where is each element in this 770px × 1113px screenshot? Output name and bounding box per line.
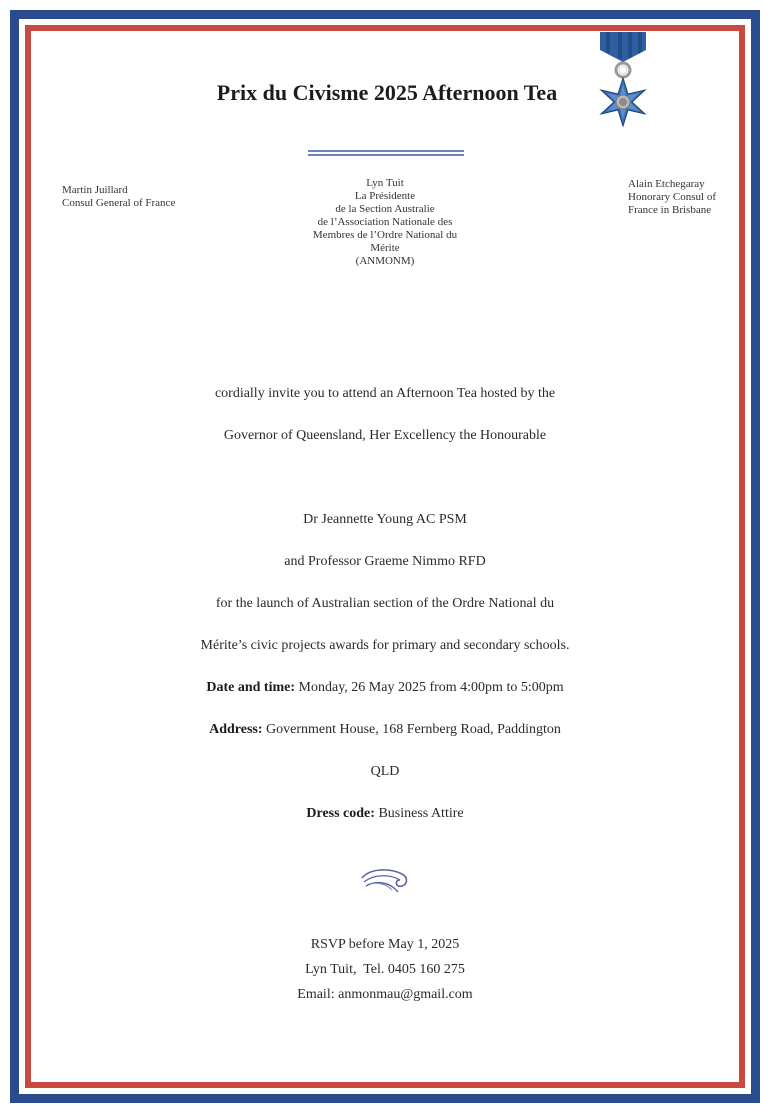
address	[0, 722, 770, 738]
host-center-line: de l’Association Nationale des	[317, 216, 453, 228]
dress-label: Dress code:	[306, 806, 375, 821]
invitation-line-1: cordially invite you to attend an Afternoon Tea hosted by the	[214, 386, 556, 401]
ornamental-flourish-icon	[360, 866, 412, 896]
rsvp-contact: Lyn Tuit, Tel. 0405 160 275	[305, 962, 465, 977]
host-center-line: Mérite	[370, 242, 400, 254]
title-divider	[308, 150, 464, 158]
rsvp-deadline: RSVP before May 1, 2025	[310, 937, 460, 952]
invitation-line-3: Dr Jeannette Young AC PSM	[303, 512, 467, 527]
host-right-line: Honorary Consul of	[628, 191, 716, 203]
host-center-line: Membres de l’Ordre National du	[312, 229, 458, 241]
host-center-line: Lyn Tuit	[366, 177, 404, 189]
host-right-block	[628, 178, 716, 217]
host-center-line: La Présidente	[354, 190, 416, 202]
date-and-time	[0, 680, 770, 696]
date-label: Date and time:	[206, 680, 296, 695]
host-center-block	[270, 177, 500, 268]
address-label: Address:	[209, 722, 263, 737]
host-center-line: (ANMONM)	[355, 255, 415, 267]
invitation-line-6: Mérite’s civic projects awards for primary and secondary schools.	[200, 638, 570, 653]
host-right-line: Alain Etchegaray	[628, 178, 705, 190]
dress-value: Business Attire	[374, 806, 464, 821]
address-continued: QLD	[370, 764, 400, 779]
dress-code	[0, 806, 770, 822]
host-left-role: Consul General of France	[62, 197, 176, 209]
host-right-line: France in Brisbane	[628, 204, 712, 216]
invitation-line-5: for the launch of Australian section of the Ordre National du	[215, 596, 555, 611]
date-value: Monday, 26 May 2025 from 4:00pm to 5:00pm	[295, 680, 564, 695]
host-left-name: Martin Juillard	[62, 184, 128, 196]
host-center-line: de la Section Australie	[335, 203, 435, 215]
address-value: Government House, 168 Fernberg Road, Paddington	[262, 722, 561, 737]
host-left-block	[62, 184, 175, 210]
rsvp-email: Email: anmonmau@gmail.com	[297, 987, 473, 1002]
invitation-line-2: Governor of Queensland, Her Excellency the Honourable	[223, 428, 547, 443]
page-title: Prix du Civisme 2025 Afternoon Tea	[216, 80, 558, 105]
invitation-line-4: and Professor Graeme Nimmo RFD	[284, 554, 486, 569]
